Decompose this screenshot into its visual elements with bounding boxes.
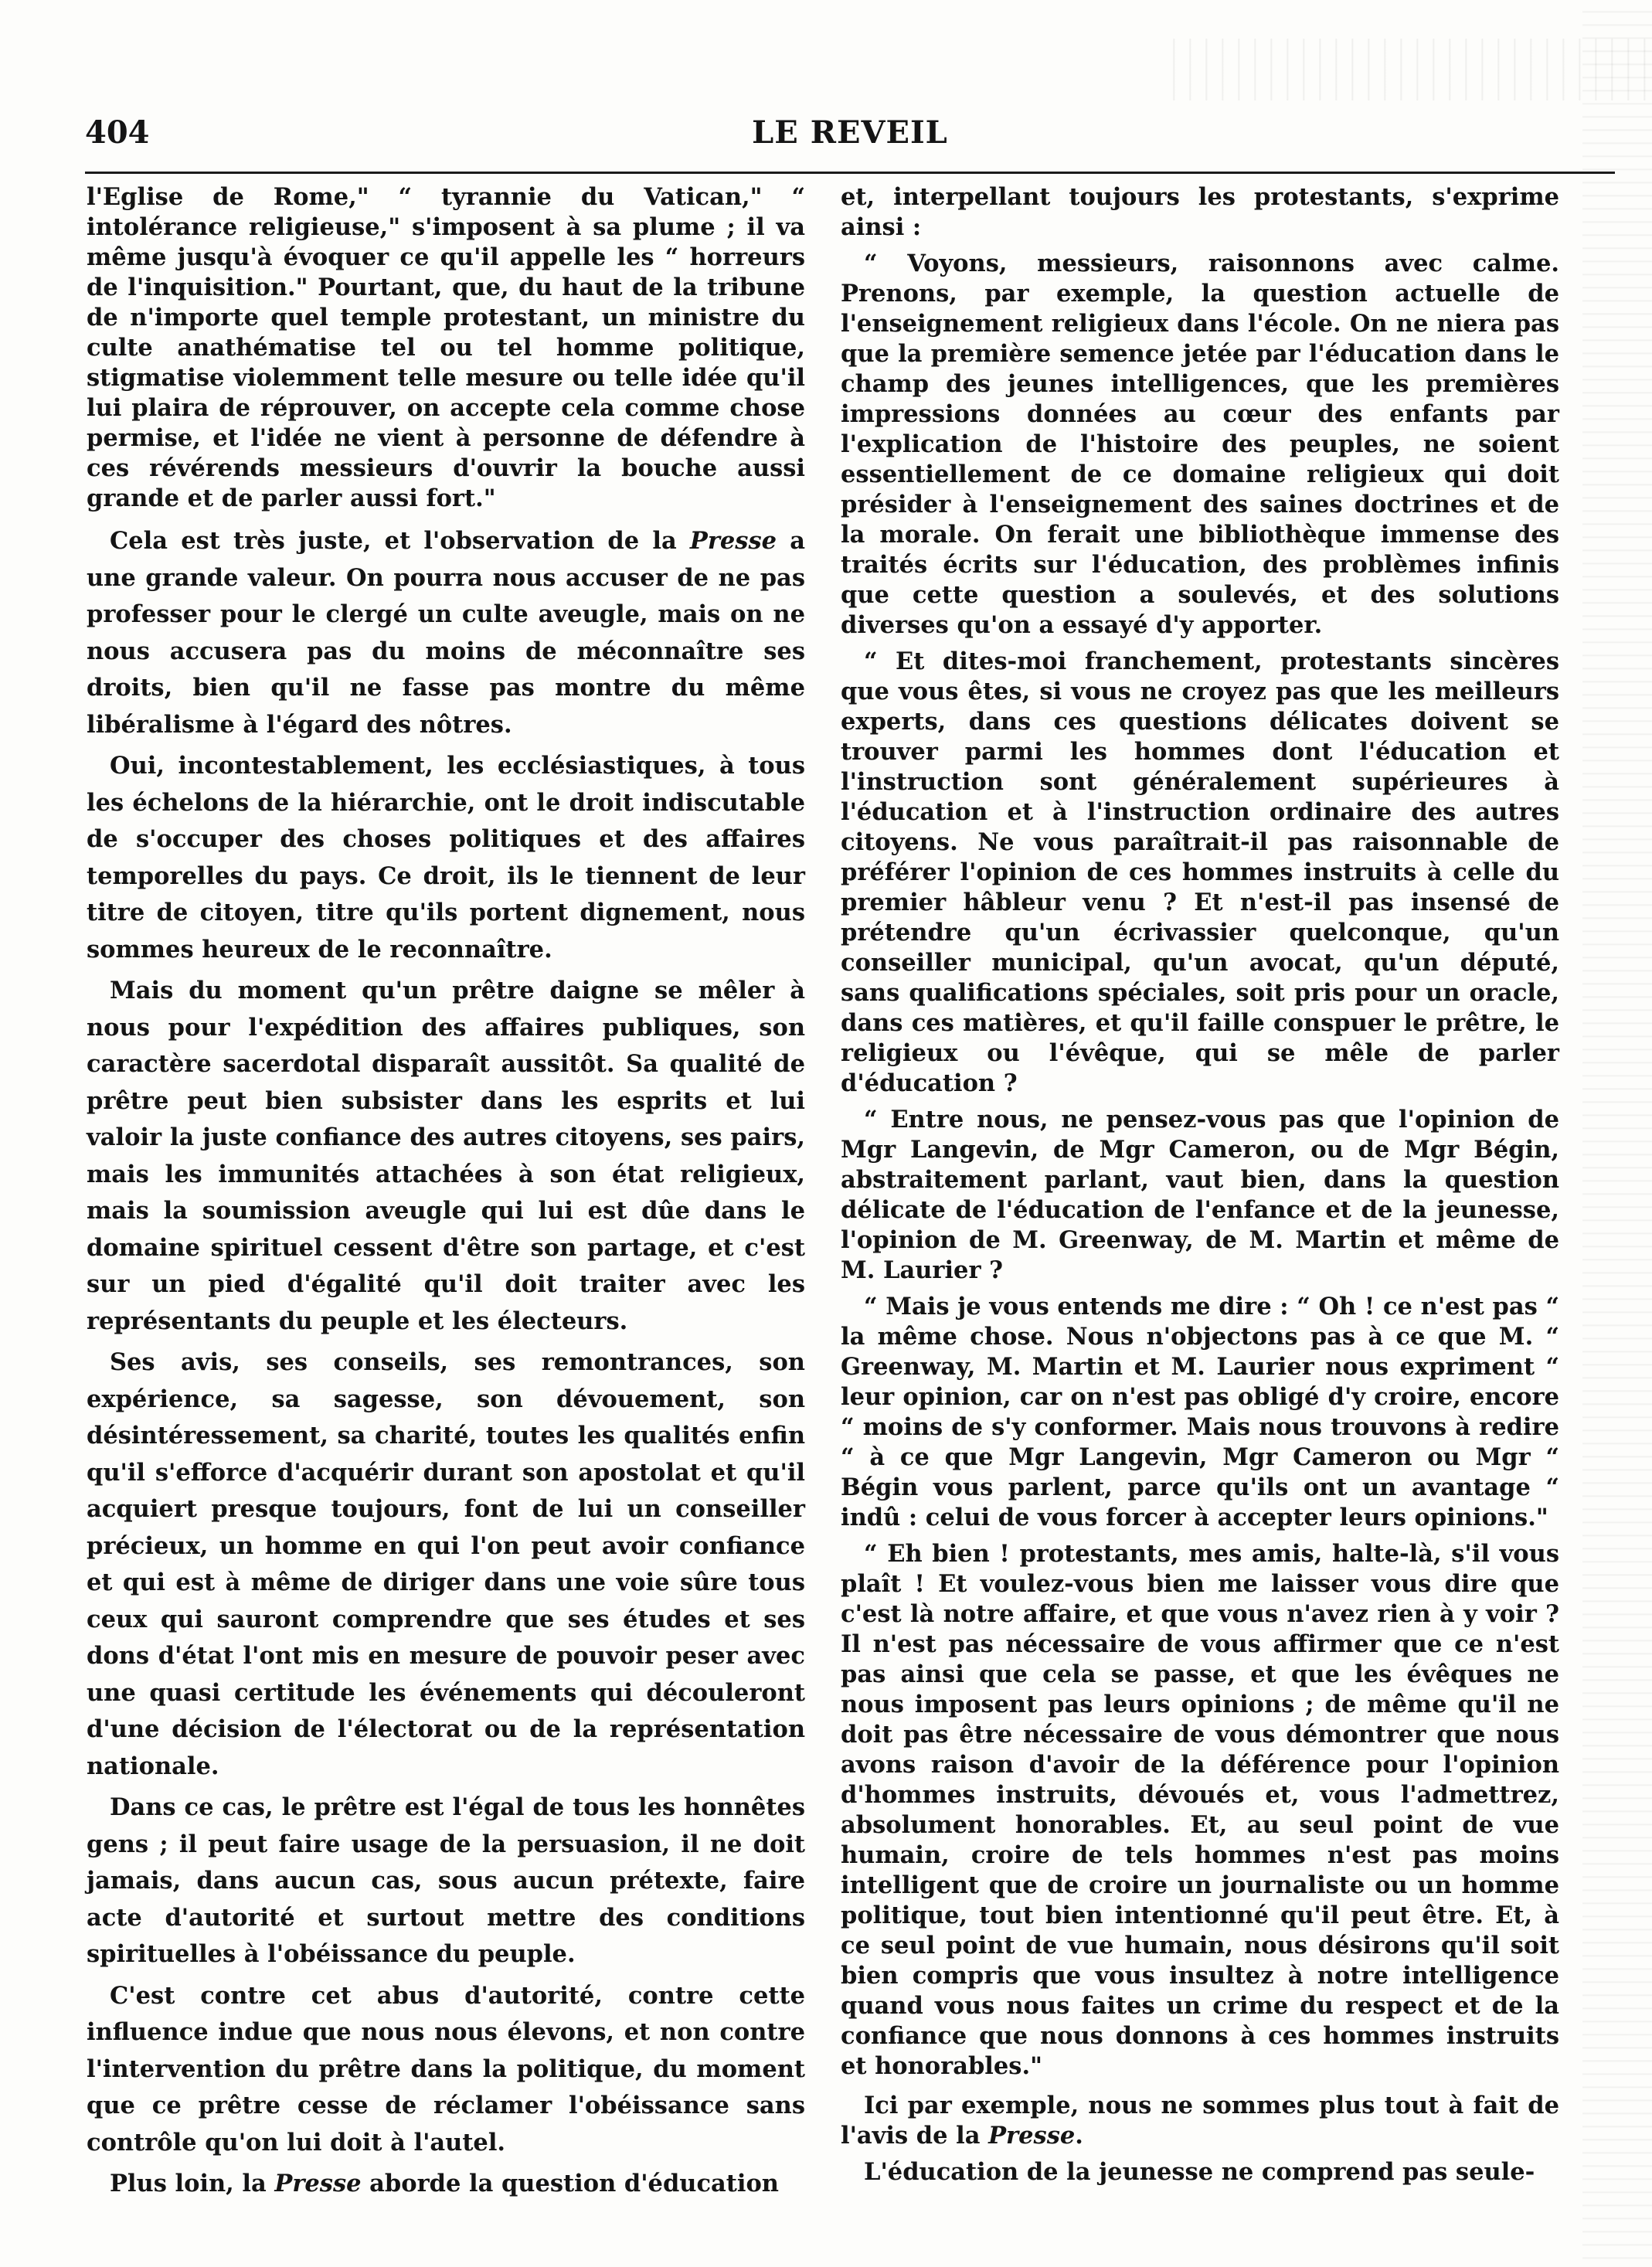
paragraph: Cela est très juste, et l'observation de la Presse a une grande valeur. On pourra nous accuser de ne pas professer pour le clergé un culte aveugle, mais on ne nous accusera pas du moins de méconnaître ses droits, bien qu'il ne fasse pas montre du même libéralisme à l'égard des nôtres.	[87, 527, 805, 739]
paragraph: Mais du moment qu'un prêtre daigne se mêler à nous pour l'expédition des affaires publiques, son caractère sacerdotal disparaît aussitôt. Sa qualité de prêtre peut bien subsister dans les esprits et lui valoir la juste confiance des autres citoyens, ses pairs, mais les immunités attachées à son état religieux, mais la soumission aveugle qui lui est dûe dans le domaine spirituel cessent d'être son partage, et c'est sur un pied d'égalité qu'il doit traiter avec les représentants du peuple et les électeurs.	[87, 977, 805, 1335]
paragraph: Oui, incontestablement, les ecclésiastiques, à tous les échelons de la hiérarchie, ont le droit indiscutable de s'occuper des choses politiques et des affaires temporelles du pays. Ce droit, ils le tiennent de leur titre de citoyen, titre qu'ils portent dignement, nous sommes heureux de le reconnaître.	[87, 752, 805, 964]
paragraph: “ Entre nous, ne pensez-vous pas que l'opinion de Mgr Langevin, de Mgr Cameron, ou de Mgr Bégin, abstraitement parlant, vaut bien, dans la question délicate de l'éducation de l'enfance et de la jeunesse, l'opinion de M. Greenway, de M. Martin et même de M. Laurier ?	[841, 1106, 1559, 1284]
left-column	[87, 182, 805, 2208]
page-number: 404	[85, 114, 150, 151]
newspaper-name: Presse	[274, 2170, 362, 2197]
page-header	[85, 108, 1615, 162]
scan-noise-top	[1159, 39, 1652, 100]
running-title: LE REVEIL	[752, 114, 948, 151]
right-column	[841, 182, 1559, 2194]
paragraph: Dans ce cas, le prêtre est l'égal de tous les honnêtes gens ; il peut faire usage de la persuasion, il ne doit jamais, dans aucun cas, sous aucun prétexte, faire acte d'autorité et surtout mettre des conditions spirituelles à l'obéissance du peuple.	[87, 1793, 805, 1968]
paragraph: Plus loin, la Presse aborde la question d'éducation	[110, 2170, 779, 2197]
paragraph: l'Eglise de Rome," “ tyrannie du Vatican," “ intolérance religieuse," s'imposent à sa plume ; il va même jusqu'à évoquer ce qu'il appelle les “ horreurs de l'inquisition." Pourtant, que, du haut de la tribune de n'importe quel temple protestant, un ministre du culte anathématise tel ou tel homme politique, stigmatise violemment telle mesure ou telle idée qu'il lui plaira de réprouver, on accepte cela comme chose permise, et l'idée ne vient à personne de défendre à ces révérends messieurs d'ouvrir la bouche aussi grande et de parler aussi fort."	[87, 183, 805, 512]
paragraph: “ Mais je vous entends me dire : “ Oh ! ce n'est pas “ la même chose. Nous n'objectons pas à ce que M. “ Greenway, M. Martin et M. Laurier nous expriment “ leur opinion, car on n'est pas obligé d'y croire, encore “ moins de s'y conformer. Mais nous trouvons à redire “ à ce que Mgr Langevin, Mgr Cameron ou Mgr “ Bégin vous parlent, parce qu'ils ont un avantage “ indû : celui de vous forcer à accepter leurs opinions."	[841, 1293, 1559, 1531]
paragraph: “ Voyons, messieurs, raisonnons avec calme. Prenons, par exemple, la question actuelle de l'enseignement religieux dans l'école. On ne niera pas que la première semence jetée par l'éducation dans le champ des jeunes intelligences, que les premières impressions données au cœur des enfants par l'explication de l'histoire des peuples, ne soient essentiellement de ce domaine religieux qui doit présider à l'enseignement des saines doctrines et de la morale. On ferait une bibliothèque immense des traités écrits sur l'éducation, des problèmes infinis que cette question a soulevés, et des solutions diverses qu'on a essayé d'y apporter.	[841, 250, 1559, 639]
scan-noise-edge	[1582, 0, 1652, 2267]
paragraph: “ Et dites-moi franchement, protestants sincères que vous êtes, si vous ne croyez pas que les meilleurs experts, dans ces questions délicates doivent se trouver parmi les hommes dont l'éducation et l'instruction sont généralement supérieures à l'éducation et à l'instruction ordinaire des autres citoyens. Ne vous paraîtrait-il pas raisonnable de préférer l'opinion de ces hommes instruits à celle du premier hâbleur venu ? Et n'est-il pas insensé de prétendre qu'un écrivassier quelconque, qu'un conseiller municipal, qu'un avocat, qu'un député, sans qualifications spéciales, soit pris pour un oracle, dans ces matières, et qu'il faille conspuer le prêtre, le religieux ou l'évêque, qui se mêle de parler d'éducation ?	[841, 647, 1559, 1097]
paragraph: Ses avis, ses conseils, ses remontrances, son expérience, sa sagesse, son dévouement, son désintéressement, sa charité, toutes les qualités enfin qu'il s'efforce d'acquérir durant son apostolat et qu'il acquiert presque toujours, font de lui un conseiller précieux, un homme en qui l'on peut avoir confiance et qui est à même de diriger dans une voie sûre tous ceux qui sauront comprendre que ses études et ses dons d'état l'ont mis en mesure de pouvoir peser avec une quasi certitude les événements qui découleront d'une décision de l'électorat ou de la représentation nationale.	[87, 1348, 805, 1780]
paragraph: et, interpellant toujours les protestants, s'exprime ainsi :	[841, 183, 1559, 241]
newspaper-name: Presse	[988, 2122, 1076, 2150]
paragraph: Ici par exemple, nous ne sommes plus tout à fait de l'avis de la Presse.	[841, 2092, 1559, 2150]
paragraph: “ Eh bien ! protestants, mes amis, halte-là, s'il vous plaît ! Et voulez-vous bien me laisser vous dire que c'est là notre affaire, et que vous n'avez rien à y voir ? Il n'est pas nécessaire de vous affirmer que ce n'est pas ainsi que cela se passe, et que les évêques ne nous imposent pas leurs opinions ; de même qu'il ne doit pas être nécessaire de vous démontrer que nous avons raison d'avoir de la déférence pour l'opinion d'hommes instruits, dévoués et, vous l'admettrez, absolument honorables. Et, au seul point de vue humain, croire de tels hommes n'est pas moins intelligent que de croire un journaliste ou un homme politique, tout bien intentionné qu'il peut être. Et, à ce seul point de vue humain, nous désirons qu'il soit bien compris que vous insultez à notre intelligence quand vous nous faites un crime du respect et de la confiance que nous donnons à ces hommes instruits et honorables."	[841, 1540, 1559, 2080]
header-rule	[85, 172, 1615, 174]
paragraph: C'est contre cet abus d'autorité, contre cette influence indue que nous nous élevons, et non contre l'intervention du prêtre dans la politique, du moment que ce prêtre cesse de réclamer l'obéissance sans contrôle qu'on lui doit à l'autel.	[87, 1981, 805, 2157]
paragraph: L'éducation de la jeunesse ne comprend pas seule-	[864, 2158, 1535, 2186]
newspaper-name: Presse	[689, 527, 777, 555]
